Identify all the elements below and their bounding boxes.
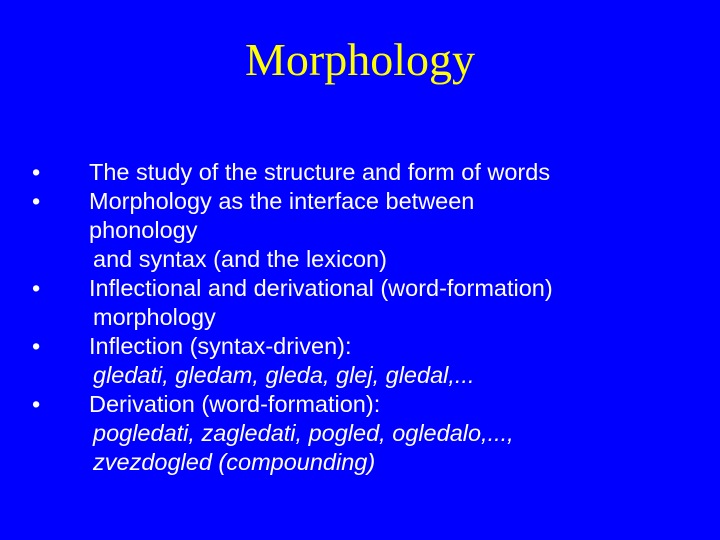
list-item-text: The study of the structure and form of words xyxy=(89,159,551,185)
list-item-text: and syntax (and the lexicon) xyxy=(93,246,387,272)
example-text: gledati, gledam, gleda, glej, gledal,... xyxy=(93,362,475,388)
bullet-icon: • xyxy=(32,275,41,301)
list-item-continuation xyxy=(0,361,720,390)
example-text: zvezdogled (compounding) xyxy=(93,449,376,475)
list-item-continuation xyxy=(0,216,720,245)
example-text: pogledati, zagledati, pogled, ogledalo,..., xyxy=(93,420,514,446)
list-item-text: Inflectional and derivational (word-formation) xyxy=(89,275,553,301)
list-item-text: Derivation (word-formation): xyxy=(89,391,381,417)
bullet-list xyxy=(0,158,720,477)
list-item xyxy=(0,158,720,187)
list-item xyxy=(0,274,720,303)
bullet-icon: • xyxy=(32,188,41,214)
list-item-text: morphology xyxy=(93,304,216,330)
list-item-continuation xyxy=(0,448,720,477)
list-item-text: Inflection (syntax-driven): xyxy=(89,333,352,359)
list-item-continuation xyxy=(0,419,720,448)
list-item-text: phonology xyxy=(89,217,198,243)
list-item xyxy=(0,390,720,419)
list-item xyxy=(0,187,720,216)
list-item-continuation xyxy=(0,303,720,332)
bullet-icon: • xyxy=(32,159,41,185)
bullet-icon: • xyxy=(32,391,41,417)
list-item-continuation xyxy=(0,245,720,274)
list-item xyxy=(0,332,720,361)
list-item-text: Morphology as the interface between xyxy=(89,188,475,214)
bullet-icon: • xyxy=(32,333,41,359)
slide-title: Morphology xyxy=(245,34,475,85)
